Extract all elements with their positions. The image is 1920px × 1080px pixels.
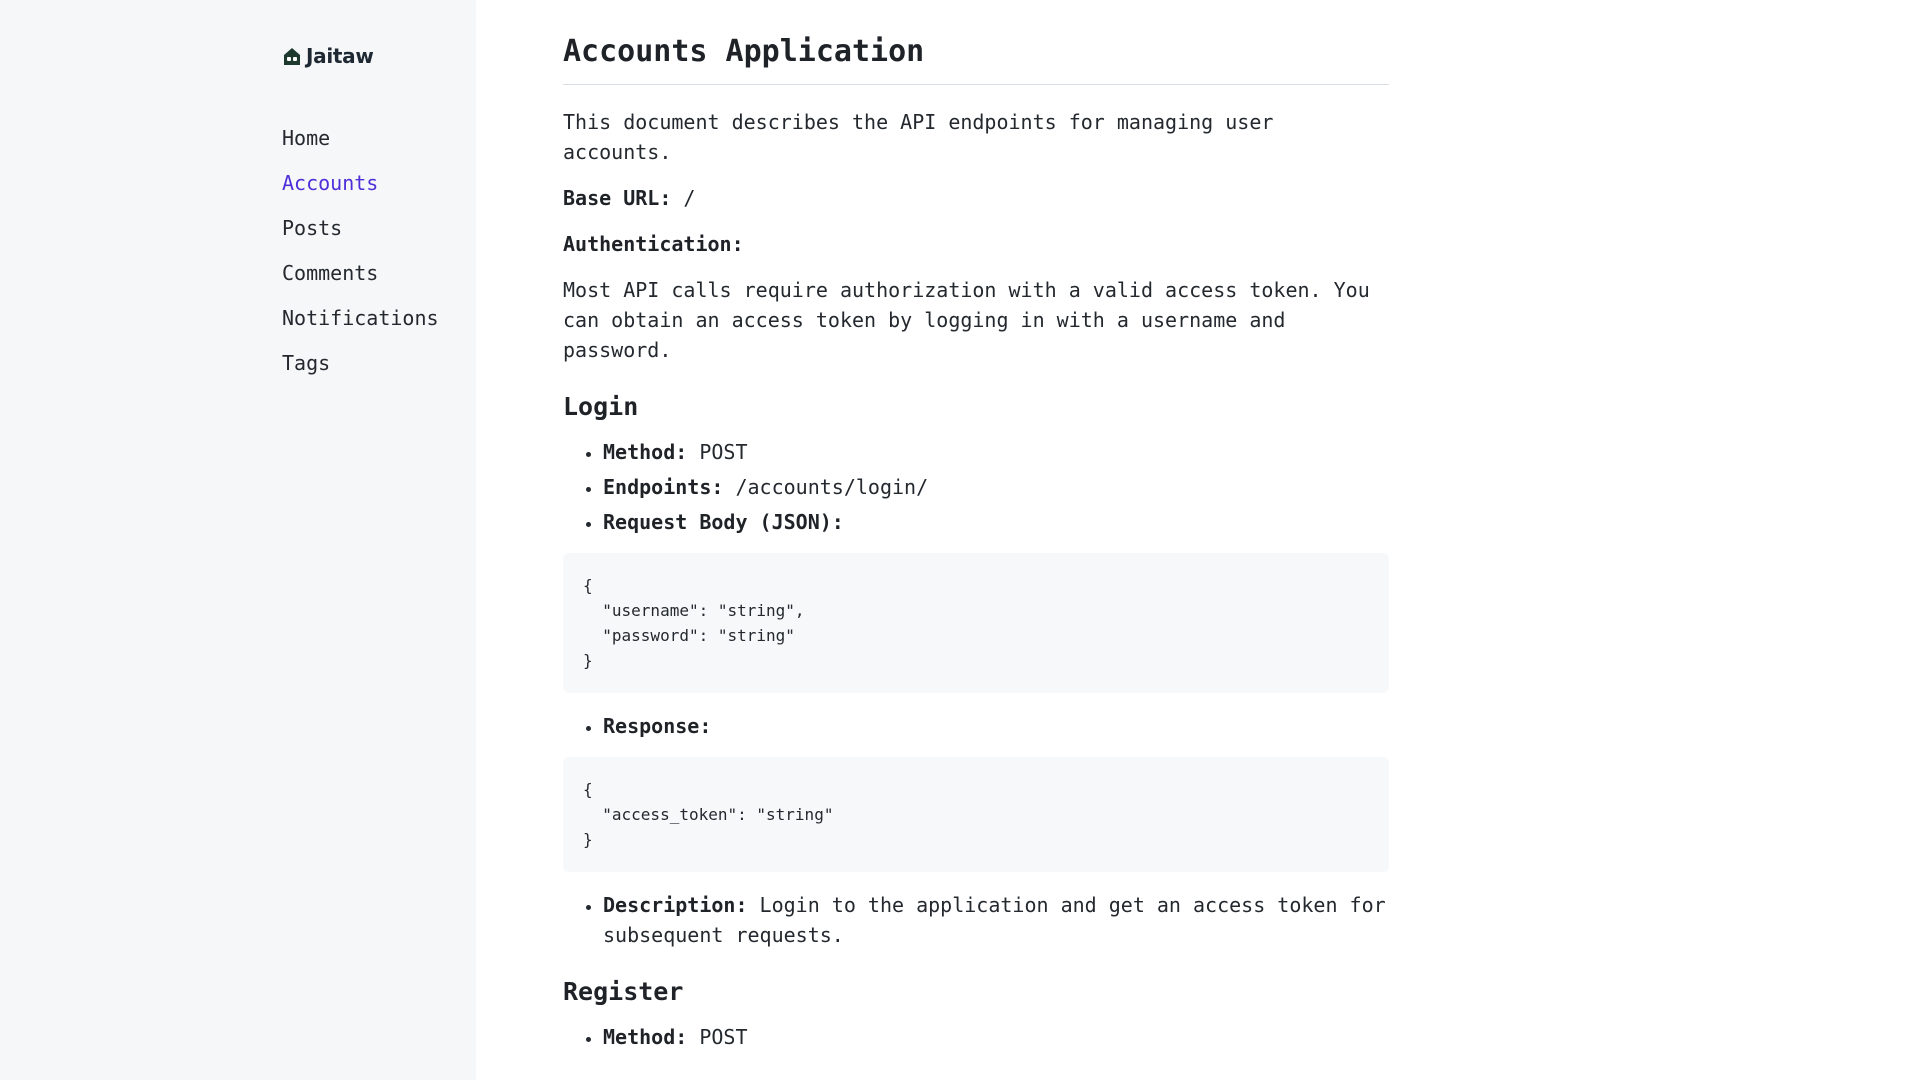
list-item [603,437,1389,467]
base-url-label: Base URL: [563,186,672,210]
endpoints-label: Endpoints: [603,475,724,499]
base-url-line [563,183,1389,213]
endpoints-value: /accounts/login/ [723,475,929,499]
list-item [603,472,1389,502]
register-heading: Register [563,977,684,1006]
brand-name: Jaitaw [306,44,374,68]
login-heading: Login [563,392,639,421]
login-details-list [563,437,1389,537]
list-item [603,1022,1389,1052]
nav-item-accounts[interactable]: Accounts [282,171,379,195]
nav-item-notifications[interactable]: Notifications [282,306,439,330]
description-value: Login to the application and get an access token for subsequent requests. [603,893,1386,947]
nav-item-tags[interactable]: Tags [282,351,331,375]
register-method-label: Method: [603,1025,688,1049]
auth-heading [563,229,1389,259]
auth-paragraph: Most API calls require authorization with a valid access token. You can obtain an access token by logging in with a username and password. [563,278,1370,362]
list-item [603,890,1389,950]
main-content [563,30,1389,1057]
request-body-code: { "username": "string", "password": "string" } [563,553,1389,693]
description-list [563,890,1389,950]
response-list [563,711,1389,741]
list-item [603,711,1389,741]
sidebar [0,0,476,1080]
page-title: Accounts Application [563,30,1389,85]
nav-item-comments[interactable]: Comments [282,261,379,285]
description-label: Description: [603,893,748,917]
register-details-list [563,1022,1389,1052]
base-url-value: / [671,186,696,210]
nav-item-posts[interactable]: Posts [282,216,343,240]
nav-item-home[interactable]: Home [282,126,331,150]
intro-paragraph: This document describes the API endpoints for managing user accounts. [563,110,1274,164]
method-value: POST [687,440,748,464]
method-label: Method: [603,440,688,464]
brand-logo[interactable] [282,44,374,68]
auth-label: Authentication: [563,232,744,256]
list-item [603,507,1389,537]
house-icon [282,46,302,66]
sidebar-nav [282,124,439,394]
response-label: Response: [603,714,712,738]
register-method-value: POST [687,1025,748,1049]
response-code: { "access_token": "string" } [563,757,1389,872]
request-body-label: Request Body (JSON): [603,510,844,534]
